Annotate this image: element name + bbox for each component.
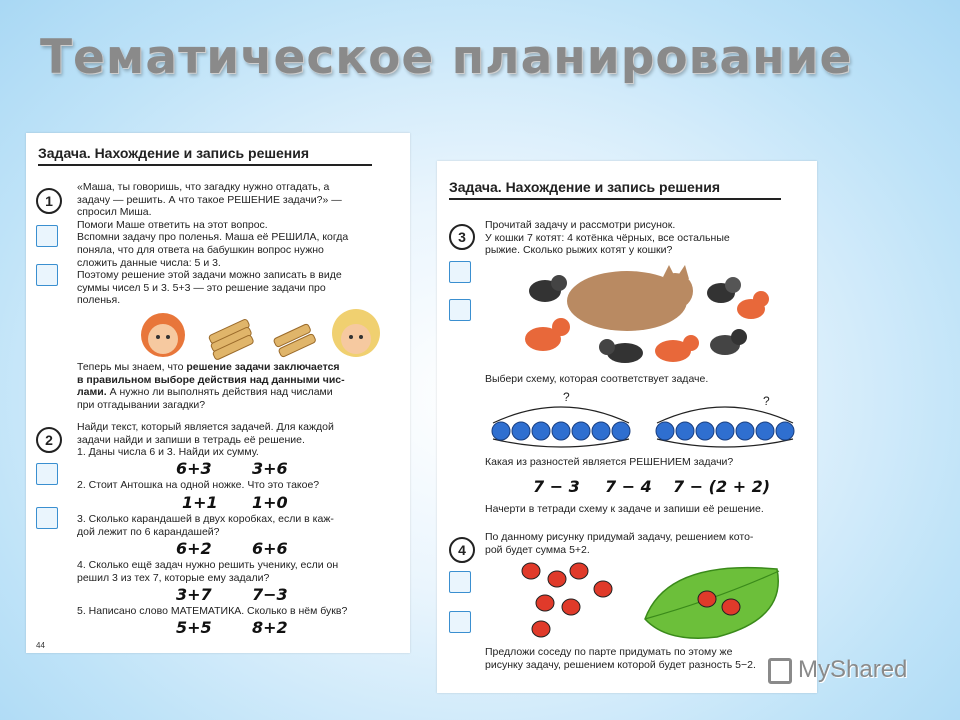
right-textbook-page (437, 161, 817, 693)
black-kitten-1 (529, 275, 567, 302)
logs-picture-1 (208, 318, 254, 360)
task1-illustration (138, 305, 388, 361)
task4-text: По данному рисунку придумай задачу, решением кото- рой будет сумма 5+2. (485, 531, 754, 556)
question-mark-1: ? (563, 390, 570, 404)
task-number-1: 1 (36, 188, 62, 214)
left-textbook-page (26, 133, 410, 653)
ladybug (570, 563, 588, 579)
black-kitten-3 (599, 339, 643, 363)
task-number-3: 3 (449, 224, 475, 250)
ladybug (536, 595, 554, 611)
ladybug (722, 599, 740, 615)
logs-picture-2 (273, 323, 316, 357)
answer-2b: 1+0 (252, 493, 288, 512)
ladybug (522, 563, 540, 579)
which-difference-text: Какая из разностей является РЕШЕНИЕМ задачи? (485, 456, 734, 468)
task2-intro: Найди текст, который является задачей. Для каждой задачи найди и запиши в тетрадь её решение. 1. Даны числа 6 и 3. Найди их сумму. (77, 421, 334, 459)
schemes (489, 389, 809, 449)
misha-face (141, 313, 185, 357)
scheme-circle (776, 422, 794, 440)
red-kitten-1 (525, 318, 570, 351)
scheme-circle (676, 422, 694, 440)
scheme-circle (716, 422, 734, 440)
task2-q4: 4. Сколько ещё задач нужно решить ученику, если он решил 3 из тех 7, которые ему задали? (77, 559, 339, 584)
cats-illustration (515, 263, 770, 368)
header-underline-right (449, 198, 781, 200)
answer-5b: 8+2 (252, 618, 288, 637)
slide-title: Тематическое планирование (40, 30, 853, 85)
scheme-circle (592, 422, 610, 440)
scheme-circle (696, 422, 714, 440)
page-number: 44 (36, 641, 45, 650)
question-mark-2: ? (763, 394, 770, 408)
task2-q5: 5. Написано слово МАТЕМАТИКА. Сколько в нём букв? (77, 605, 348, 617)
scheme-circle (656, 422, 674, 440)
task-number-4: 4 (449, 537, 475, 563)
scheme-circle (736, 422, 754, 440)
task4-bottom-text: Предложи соседу по парте придумать по этому же рисунку задачу, решением которой будет разность 5−2. (485, 646, 756, 671)
choose-scheme-text: Выбери схему, которая соответствует задаче. (485, 373, 709, 385)
scheme-circle (612, 422, 630, 440)
scheme-circle (572, 422, 590, 440)
watermark: MyShared (768, 656, 907, 684)
difference-answer-2: 7 − 4 (605, 477, 652, 496)
watermark-logo-icon (768, 658, 792, 684)
task-number-2: 2 (36, 427, 62, 453)
red-kitten-3 (737, 291, 769, 319)
pupil-icon-2 (36, 507, 58, 529)
answer-4b: 7−3 (252, 585, 288, 604)
scheme-circle (492, 422, 510, 440)
ladybug (594, 581, 612, 597)
scheme-circle (532, 422, 550, 440)
ladybug (698, 591, 716, 607)
black-kitten-4 (710, 329, 747, 355)
scheme-circle (756, 422, 774, 440)
task3-text: Прочитай задачу и рассмотри рисунок. У кошки 7 котят: 4 котёнка чёрных, все остальные рыжие. Сколько рыжих котят у кошки? (485, 219, 730, 257)
answer-5a: 5+5 (176, 618, 212, 637)
answer-1a: 6+3 (176, 459, 212, 478)
pencil-icon-3 (449, 611, 471, 633)
pupil-icon (36, 225, 58, 247)
answer-3b: 6+6 (252, 539, 288, 558)
difference-answer-1: 7 − 3 (533, 477, 580, 496)
ladybug (532, 621, 550, 637)
answer-4a: 3+7 (176, 585, 212, 604)
pair-work-icon (36, 264, 58, 286)
mother-cat (567, 265, 693, 331)
ladybug (562, 599, 580, 615)
black-kitten-2 (707, 277, 741, 303)
answer-2a: 1+1 (182, 493, 218, 512)
answer-1b: 3+6 (252, 459, 288, 478)
pencil-icon-2 (449, 299, 471, 321)
answer-3a: 6+2 (176, 539, 212, 558)
ladybugs-illustration (517, 559, 797, 644)
pupil-icon-4 (449, 571, 471, 593)
task1-rule: Теперь мы знаем, что решение задачи заключается в правильном выборе действия над данными чис- лами. А нужно ли выполнять действия над числами при отгадывании загадки? (77, 361, 345, 411)
red-kitten-2 (655, 335, 699, 362)
difference-answer-3: 7 − (2 + 2) (673, 477, 771, 496)
page-header-right: Задача. Нахождение и запись решения (449, 179, 721, 195)
scheme-circle (552, 422, 570, 440)
pupil-icon-3 (449, 261, 471, 283)
page-header: Задача. Нахождение и запись решения (38, 145, 310, 161)
task2-q2: 2. Стоит Антошка на одной ножке. Что это такое? (77, 479, 320, 491)
pencil-icon (36, 463, 58, 485)
ladybug (548, 571, 566, 587)
masha-face (332, 309, 380, 357)
draw-scheme-text: Начерти в тетради схему к задаче и запиши её решение. (485, 503, 764, 515)
task2-q3: 3. Сколько карандашей в двух коробках, если в каж- дой лежит по 6 карандашей? (77, 513, 334, 538)
task1-text: «Маша, ты говоришь, что загадку нужно отгадать, а задачу — решить. А что такое РЕШЕНИЕ задачи?» — спросил Миша. Помоги Маше ответить на этот вопрос. Вспомни задачу про поленья. Маша её РЕШИЛА, когда поняла, что для ответа на бабушкин вопрос нужно сложить данные числа: 5 и 3. Поэтому решение этой задачи можно записать в виде суммы чисел 5 и 3. 5+3 — это решение задачи про поленья. (77, 181, 349, 307)
header-underline (38, 164, 372, 166)
scheme-circle (512, 422, 530, 440)
